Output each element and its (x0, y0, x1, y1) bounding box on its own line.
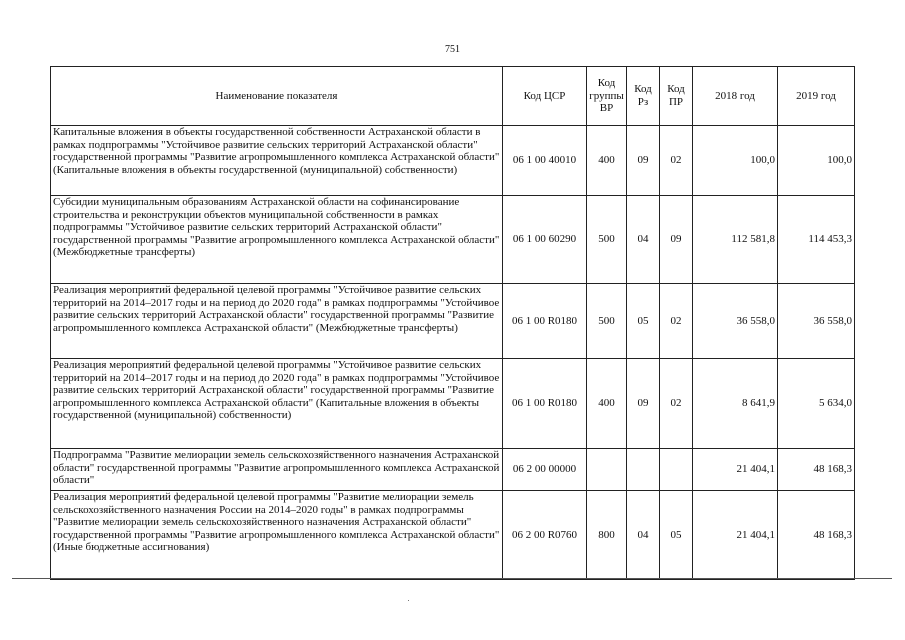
header-2019: 2019 год (778, 67, 855, 126)
row-csr: 06 1 00 R0180 (503, 284, 587, 359)
row-rz: 04 (627, 491, 660, 580)
row-2018: 21 404,1 (693, 449, 778, 491)
row-csr: 06 2 00 R0760 (503, 491, 587, 580)
row-pr: 02 (660, 284, 693, 359)
row-pr: 02 (660, 359, 693, 449)
row-vr: 500 (587, 196, 627, 284)
header-vr: Код группы ВР (587, 67, 627, 126)
row-pr (660, 449, 693, 491)
row-2018: 112 581,8 (693, 196, 778, 284)
page-bottom-rule (12, 578, 892, 579)
row-rz (627, 449, 660, 491)
row-name: Капитальные вложения в объекты государственной собственности Астраханской области в рамках подпрограммы "Устойчивое развитие сельских территорий Астраханской области" государственной программы "Развитие агропромышленного комплекса Астраханской области" (Капитальные вложения в объекты государственной (муниципальной) собственности) (51, 126, 503, 196)
row-rz: 04 (627, 196, 660, 284)
table-row (51, 126, 855, 196)
table-row (51, 196, 855, 284)
row-2018: 21 404,1 (693, 491, 778, 580)
row-vr: 800 (587, 491, 627, 580)
row-vr: 400 (587, 359, 627, 449)
header-name: Наименование показателя (51, 67, 503, 126)
row-vr: 400 (587, 126, 627, 196)
row-2019: 5 634,0 (778, 359, 855, 449)
row-2018: 36 558,0 (693, 284, 778, 359)
table-header-row (51, 67, 855, 126)
row-pr: 05 (660, 491, 693, 580)
page-number: 751 (445, 44, 460, 55)
row-pr: 09 (660, 196, 693, 284)
row-pr: 02 (660, 126, 693, 196)
row-name: Реализация мероприятий федеральной целевой программы "Устойчивое развитие сельских территорий на 2014–2017 годы и на период до 2020 года" в рамках подпрограммы "Устойчивое развитие сельских территорий Астраханской области" государственной программы "Развитие агропромышленного комплекса Астраханской области" (Капитальные вложения в объекты государственной (муниципальной) собственности) (51, 359, 503, 449)
row-rz: 09 (627, 126, 660, 196)
table-row (51, 359, 855, 449)
table-row (51, 284, 855, 359)
row-2019: 36 558,0 (778, 284, 855, 359)
table-row (51, 449, 855, 491)
row-vr (587, 449, 627, 491)
header-rz: Код Рз (627, 67, 660, 126)
row-name: Подпрограмма "Развитие мелиорации земель сельскохозяйственного назначения Астраханской области" государственной программы "Развитие агропромышленного комплекса Астраханской области" (51, 449, 503, 491)
budget-table (50, 66, 855, 580)
row-rz: 05 (627, 284, 660, 359)
row-csr: 06 1 00 R0180 (503, 359, 587, 449)
row-2019: 100,0 (778, 126, 855, 196)
row-2019: 48 168,3 (778, 449, 855, 491)
header-pr: Код ПР (660, 67, 693, 126)
row-2019: 114 453,3 (778, 196, 855, 284)
header-csr: Код ЦСР (503, 67, 587, 126)
header-2018: 2018 год (693, 67, 778, 126)
row-csr: 06 2 00 00000 (503, 449, 587, 491)
scan-speck (408, 600, 409, 601)
table-row (51, 491, 855, 580)
row-rz: 09 (627, 359, 660, 449)
row-2019: 48 168,3 (778, 491, 855, 580)
row-name: Реализация мероприятий федеральной целевой программы "Устойчивое развитие сельских территорий на 2014–2017 годы и на период до 2020 года" в рамках подпрограммы "Устойчивое развитие сельских территорий Астраханской области" государственной программы "Развитие агропромышленного комплекса Астраханской области" (Межбюджетные трансферты) (51, 284, 503, 359)
row-csr: 06 1 00 60290 (503, 196, 587, 284)
row-csr: 06 1 00 40010 (503, 126, 587, 196)
row-name: Реализация мероприятий федеральной целевой программы "Развитие мелиорации земель сельскохозяйственного назначения России на 2014–2020 годы" в рамках подпрограммы "Развитие мелиорации земель сельскохозяйственного назначения Астраханской области" государственной программы "Развитие агропромышленного комплекса Астраханской области" (Иные бюджетные ассигнования) (51, 491, 503, 580)
row-name: Субсидии муниципальным образованиям Астраханской области на софинансирование строительства и реконструкции объектов муниципальной собственности в рамках подпрограммы "Устойчивое развитие сельских территорий Астраханской области" государственной программы "Развитие агропромышленного комплекса Астраханской области" (Межбюджетные трансферты) (51, 196, 503, 284)
row-2018: 8 641,9 (693, 359, 778, 449)
row-vr: 500 (587, 284, 627, 359)
row-2018: 100,0 (693, 126, 778, 196)
